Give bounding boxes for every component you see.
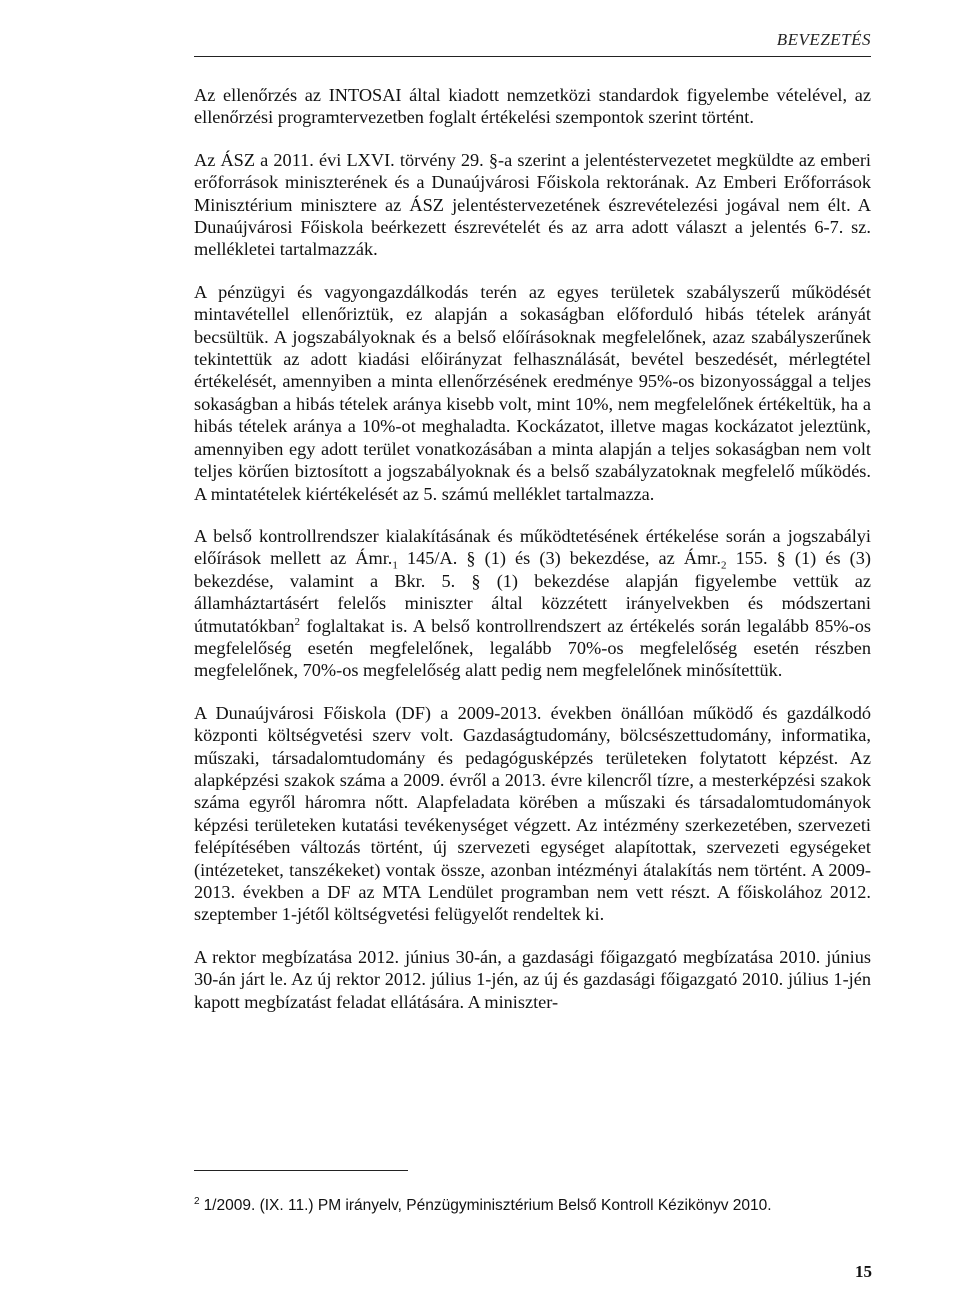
footnote-marker: 2	[194, 1195, 200, 1207]
text-segment: 155. § (1) és (3) bekezdése, valamint a Bkr. 5. § (1) bekezdése alapján figyelembe vettük az államháztartásért felelős miniszter által közzétett irányelvekben és módszertani útmutatókban	[194, 548, 871, 636]
text-segment: 145/A. § (1) és (3) bekezdése, az Ámr.	[397, 548, 721, 569]
text-segment: A belső kontrollrendszer kialakításának és működtetésének értékelése során a jogszabályi előírások mellett az Ámr.	[194, 525, 871, 569]
subscript-marker: 1	[392, 559, 398, 572]
paragraph-college-profile: A Dunaújvárosi Főiskola (DF) a 2009-2013. években önállóan működő és gazdálkodó központi költségvetési szerv volt. Gazdaságtudomány, bölcsészettudomány, informatika, műszaki, társadalomtudomány és pedagógusképzés területeken folytatott képzést. Az alapképzési szakok száma a 2009. évről a 2013. évre kilencről tízre, a mesterképzési szakok száma egyről háromra nőtt. Alapfeladata körében a műszaki és társadalomtudományok képzési területeken kutatási tevékenységet végzett. Az intézmény szerkezetében, szervezeti felépítésében változás történt, új szervezeti egységet alapítottak, szervezeti egységeket (intézeteket, tanszékeket) vontak össze, azonban intézményi átalakítás nem történt. A 2009-2013. években a DF az MTA Lendület programban nem vett részt. A főiskolához 2012. szeptember 1-jétől költségvetési felügyelőt rendeltek ki.	[194, 702, 871, 925]
subscript-marker: 2	[720, 559, 727, 572]
paragraph-internal-control	[194, 525, 871, 682]
page-number: 15	[855, 1262, 872, 1281]
header-divider	[194, 56, 871, 57]
footnote-text: 1/2009. (IX. 11.) PM irányelv, Pénzügyminisztérium Belső Kontroll Kézikönyv 2010.	[203, 1197, 772, 1214]
paragraph-asz-review: Az ÁSZ a 2011. évi LXVI. törvény 29. §-a szerint a jelentéstervezetet megküldte az emberi erőforrások miniszterének és a Dunaújvárosi Főiskola rektorának. Az Emberi Erőforrások Minisztérium minisztere az ÁSZ jelentéstervezetének észrevételezési jogával nem élt. A Dunaújvárosi Főiskola beérkezett észrevételét és az arra adott választ a jelentés 6-7. sz. mellékletei tartalmazzák.	[194, 149, 871, 260]
footnote-divider	[194, 1170, 408, 1171]
text-segment: foglaltakat is. A belső kontrollrendszert az értékelés során legalább 85%-os megfelelőség esetén megfelelőnek, legalább 70%-os megfelelőség esetén részben megfelelőnek, 70%-os megfelelőség alatt pedig nem megfelelőnek minősítettük.	[194, 615, 871, 681]
paragraph-intosai: Az ellenőrzés az INTOSAI által kiadott nemzetközi standardok figyelembe vételével, az ellenőrzési programtervezetben foglalt értékelési szempontok szerint történt.	[194, 85, 871, 128]
footnote	[194, 1196, 871, 1216]
footnote-reference: 2	[294, 615, 301, 628]
paragraph-financial-audit: A pénzügyi és vagyongazdálkodás terén az egyes területek szabályszerű működését mintavétellel ellenőriztük, ez alapján a sokaságban előforduló hibás tételek arányát becsültük. A jogszabályoknak és a belső előírásoknak megfelelőnek, azaz szabályszerűnek tekintettük az adott kiadási előirányzat felhasználását, bevétel beszedését, mérlegtétel értékelését, amennyiben a minta ellenőrzésének eredménye 95%-os bizonyossággal a teljes sokaságban a hibás tételek aránya kisebb volt, mint 10%, nem megfelelőnek értékeltük, ha a hibás tételek aránya a 10%-ot meghaladta. Kockázatot, illetve magas kockázatot jeleztünk, amennyiben egy adott terület vonatkozásában a minta alapján a teljes sokaságban nem volt teljes körűen biztosított a jogszabályoknak és a belső szabályzatoknak megfelelő működés. A mintatételek kiértékelését az 5. számú melléklet tartalmazza.	[194, 281, 871, 504]
section-header: BEVEZETÉS	[776, 30, 871, 49]
paragraph-rector-mandate: A rektor megbízatása 2012. június 30-án, a gazdasági főigazgató megbízatása 2010. június 30-án járt le. Az új rektor 2012. július 1-jén, az új és gazdasági főigazgató 2010. július 1-jén kapott megbízatást feladat ellátására. A miniszter-	[194, 946, 871, 1012]
body-text	[194, 84, 871, 1033]
